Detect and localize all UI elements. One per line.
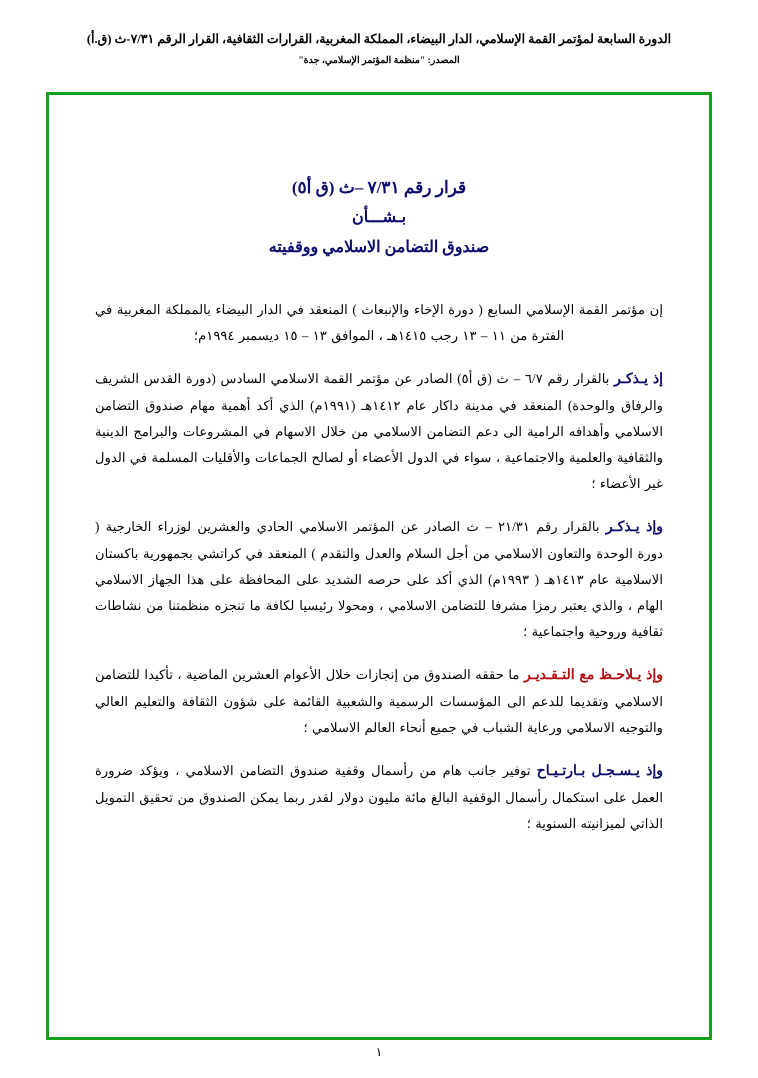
- document-header: [0, 30, 758, 66]
- resolution-paragraphs: [95, 297, 663, 837]
- paragraph-preamble: [95, 297, 663, 349]
- header-source-line: المصدر: "منظمة المؤتمر الإسلامي، جدة": [298, 56, 460, 66]
- paragraph-recall-2: [95, 514, 663, 645]
- resolution-subject: صندوق التضامن الاسلامي ووقفيته: [268, 239, 490, 256]
- paragraph-text: ما حققه الصندوق من إنجازات خلال الأعوام العشرين الماضية ، تأكيدا للتضامن الاسلامي وتقديما للدعم الى المؤسسات الرسمية والشعبية القائمة على شؤون الثقافة والتعليم العالي والتوجيه الاسلامي ورعاية الشباب في جميع أنحاء العالم الاسلامي ؛: [95, 667, 663, 735]
- paragraph-lead: وإذ يـلاحـظ مع التـقـديـر: [523, 668, 664, 683]
- paragraph-text: توفير جانب هام من رأسمال وقفية صندوق التضامن الاسلامي ، ويؤكد ضرورة العمل على استكمال رأسمال الوقفية البالغ مائة مليون دولار لقدر ربما يمكن الصندوق من تحقيق التمويل الذاتي لميزانيته السنوية ؛: [95, 763, 663, 831]
- paragraph-records-with-satisfaction: [95, 758, 663, 837]
- paragraph-text: بالقرار رقم ٢١/٣١ – ث الصادر عن المؤتمر الاسلامي الحادي والعشرين لوزراء الخارجية ( دورة الوحدة والتعاون الاسلامي من أجل السلام والعدل والتقدم ) المنعقد في كراتشي بجمهورية باكستان الاسلامية عام ١٤١٣هـ ( ١٩٩٣م) الذي أكد على حرصه الشديد على المحافظة على هذا الجهاز الاسلامي الهام ، والذي يعتبر رمزا مشرفا للتضامن الاسلامي ، ومحولا رئيسيا لكافة ما تنجزه منظمتنا من نشاطات ثقافية وروحية واجتماعية ؛: [95, 519, 663, 639]
- page-number: ١: [375, 1045, 383, 1059]
- paragraph-recall-1: [95, 366, 663, 497]
- resolution-title-block: [95, 173, 663, 263]
- resolution-subject-label: بـشـــأن: [351, 209, 407, 226]
- paragraph-text: بالقرار رقم ٦/٧ – ث (ق أ٥) الصادر عن مؤتمر القمة الاسلامي السادس (دورة القدس الشريف والرفاق والوحدة) المنعقد في مدينة داكار عام ١٤١٢هـ (١٩٩١م) الذي أكد أهمية مهام صندوق التضامن الاسلامي وأهدافه الرامية الى دعم التضامن الاسلامي من خلال الاسهام في المشروعات والبرامج الدينية والثقافية والعلمية والاجتماعية ، سواء في الدول الأعضاء أو لصالح الجماعات والأقليات المسلمة في الدول غير الأعضاء ؛: [95, 371, 663, 491]
- paragraph-lead: وإذ يـسـجـل بـارتـيـاح: [536, 764, 663, 779]
- header-title-line: الدورة السابعة لمؤتمر القمة الإسلامي، الدار البيضاء، المملكة المغربية، القرارات الثقافية، القرار الرقم ٧/٣١-ث (ق.أ): [86, 32, 672, 46]
- green-border-frame: [46, 92, 712, 1040]
- paragraph-lead: وإذ يـذكـر: [605, 520, 663, 535]
- paragraph-lead: إذ يـذكـر: [614, 372, 664, 387]
- paragraph-text: إن مؤتمر القمة الإسلامي السابع ( دورة الإخاء والإنبعاث ) المنعقد في الدار البيضاء بالمملكة المغربية في الفترة من ١١ – ١٣ رجب ١٤١٥هـ ، الموافق ١٣ – ١٥ ديسمبر ١٩٩٤م؛: [95, 302, 663, 343]
- document-body: [49, 95, 709, 1037]
- paragraph-notes-with-appreciation: [95, 662, 663, 741]
- resolution-number: قرار رقم ٧/٣١ –ث (ق أ٥): [291, 178, 467, 197]
